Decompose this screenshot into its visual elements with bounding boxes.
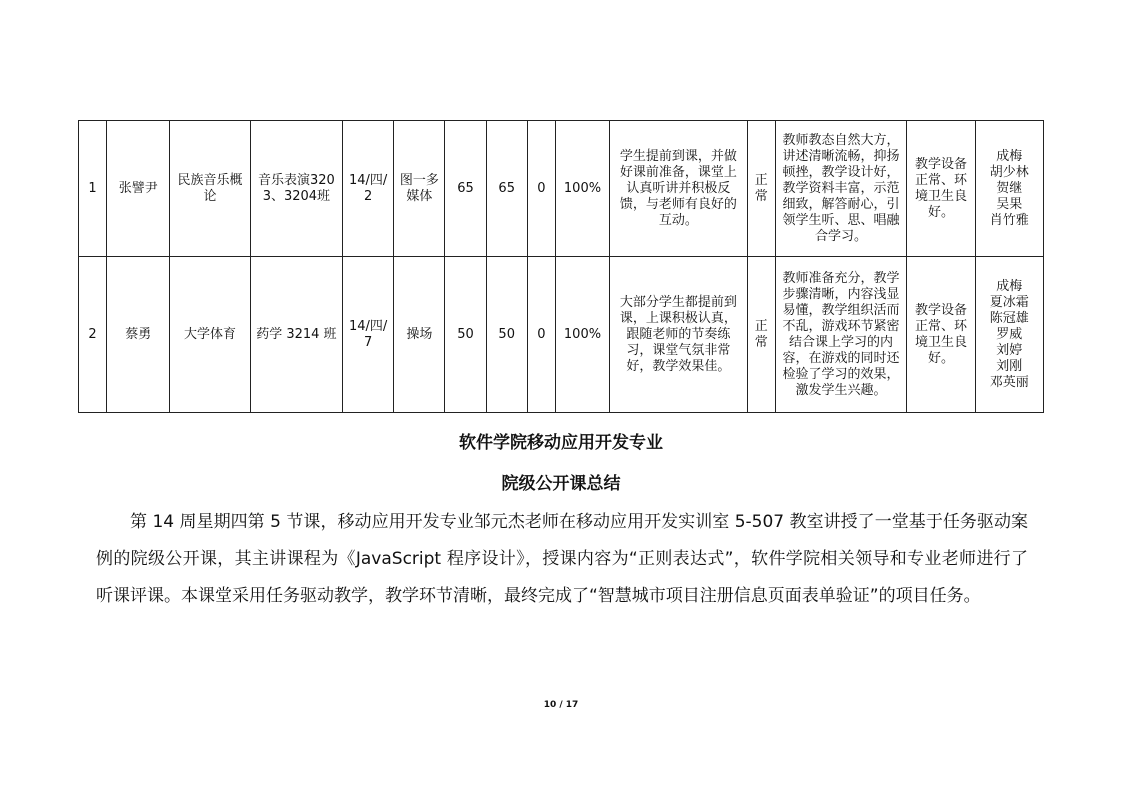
inspector-name: 吴果 [996, 196, 1023, 212]
summary-paragraph: 第 14 周星期四第 5 节课，移动应用开发专业邹元杰老师在移动应用开发实训室 5-507 教室讲授了一堂基于任务驱动案例的院级公开课，其主讲课程为《JavaScript 程序设计》，授课内容为“正则表达式”，软件学院相关领导和专业老师进行了听课评课。本课堂采用任务驱动教学，教学环节清晰，最终完成了“智慧城市项目注册信息页面表单验证”的项目任务。 [96, 512, 1028, 606]
teacher-evaluation: 教师教态自然大方，讲述清晰流畅，抑扬顿挫，教学设计好，教学资料丰富，示范细致，解答耐心，引领学生听、思、唱融合学习。 [775, 121, 907, 257]
course-name: 大学体育 [170, 257, 250, 413]
inspector-name: 陈冠雄 [989, 310, 1029, 326]
inspector-name: 贺继 [996, 180, 1023, 196]
course-name: 民族音乐概论 [170, 121, 250, 257]
teaching-method: 操场 [394, 257, 445, 413]
environment-evaluation: 教学设备正常、环境卫生良好。 [907, 257, 975, 413]
inspector-name: 刘婷 [996, 342, 1023, 358]
inspector-name: 邓英丽 [989, 374, 1029, 390]
row-index: 1 [79, 121, 107, 257]
summary-title-line1: 软件学院移动应用开发专业 [459, 433, 663, 453]
table-row [79, 257, 1044, 413]
week-day-period: 14/四/2 [343, 121, 394, 257]
class-name: 音乐表演3203、3204班 [250, 121, 342, 257]
teacher-evaluation: 教师准备充分，教学步骤清晰，内容浅显易懂，教学组织活而不乱，游戏环节紧密结合课上学习的内容，在游戏的同时还检验了学习的效果，激发学生兴趣。 [775, 257, 907, 413]
environment-evaluation: 教学设备正常、环境卫生良好。 [907, 121, 975, 257]
inspector-name: 夏冰霜 [989, 294, 1029, 310]
inspector-list [975, 121, 1043, 257]
table-row [79, 121, 1044, 257]
present-count: 65 [486, 121, 527, 257]
lecture-inspection-table [78, 120, 1044, 413]
absent-count: 0 [527, 121, 555, 257]
week-day-period: 14/四/7 [343, 257, 394, 413]
teaching-method: 图一多媒体 [394, 121, 445, 257]
teacher-name: 张譬尹 [107, 121, 170, 257]
present-count: 50 [486, 257, 527, 413]
inspector-name: 肖竹雅 [989, 212, 1029, 228]
teaching-status: 正常 [747, 121, 775, 257]
page-number: 10 / 17 [543, 700, 579, 710]
summary-title-line2: 院级公开课总结 [501, 474, 621, 494]
student-evaluation: 学生提前到课，并做好课前准备，课堂上认真听讲并积极反馈，与老师有良好的互动。 [610, 121, 748, 257]
inspector-name: 胡少林 [989, 164, 1029, 180]
teacher-name: 蔡勇 [107, 257, 170, 413]
attendance-rate: 100% [555, 121, 609, 257]
absent-count: 0 [527, 257, 555, 413]
enrolled-count: 50 [445, 257, 486, 413]
class-name: 药学 3214 班 [250, 257, 342, 413]
teaching-status: 正常 [747, 257, 775, 413]
inspector-list [975, 257, 1043, 413]
inspector-name: 成梅 [996, 278, 1023, 294]
inspector-name: 成梅 [996, 148, 1023, 164]
row-index: 2 [79, 257, 107, 413]
enrolled-count: 65 [445, 121, 486, 257]
attendance-rate: 100% [555, 257, 609, 413]
student-evaluation: 大部分学生都提前到课，上课积极认真，跟随老师的节奏练习，课堂气氛非常好，教学效果佳。 [610, 257, 748, 413]
inspector-name: 罗威 [996, 326, 1023, 342]
inspector-name: 刘刚 [996, 358, 1023, 374]
